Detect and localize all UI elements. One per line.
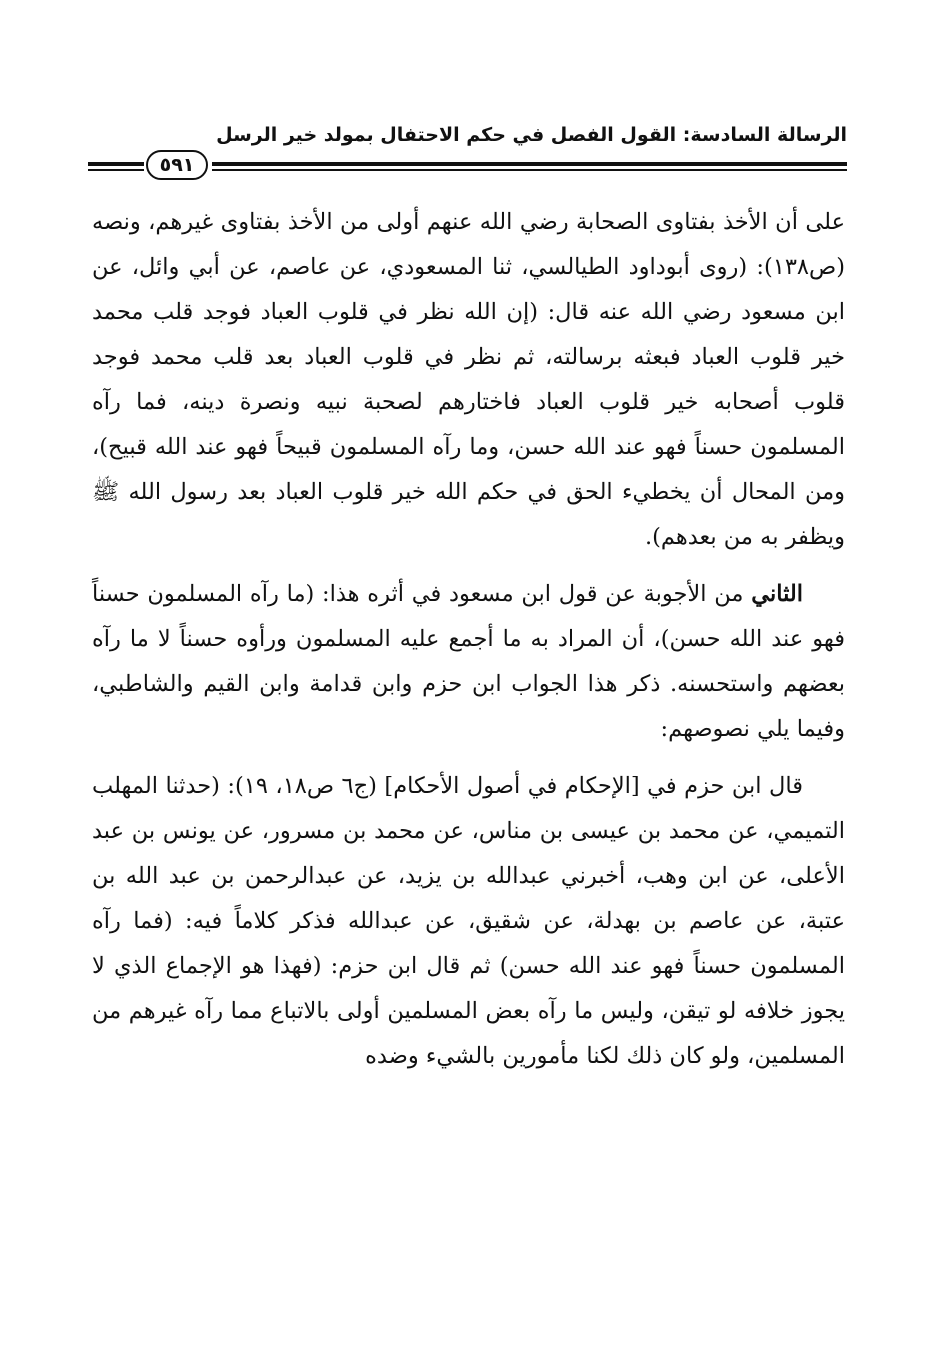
- paragraph-3-text: قال ابن حزم في [الإحكام في أصول الأحكام] (ج٦ ص١٨، ١٩): (حدثنا المهلب التميمي، عن محمد بن عيسى بن مناس، عن محمد بن مسرور، عن يونس بن عبد الأعلى، عن ابن وهب، أخبرني عبدالله بن يزيد، عن عبدالرحمن بن عبد الله بن عتبة، عن عاصم بن بهدلة، عن شقيق، عن عبدالله فذكر كلاماً فيه: (فما رآه المسلمون حسناً فهو عند الله حسن) ثم قال ابن حزم: (فهذا هو الإجماع الذي لا يجوز خلافه لو تيقن، وليس ما رآه بعض المسلمين أولى بالاتباع مما رآه غيرهم من المسلمين، ولو كان ذلك لكنا مأمورين بالشيء وضده: [92, 773, 845, 1069]
- page-number: ٥٩١: [146, 150, 208, 180]
- paragraph-1: [92, 200, 845, 560]
- running-title: الرسالة السادسة: القول الفصل في حكم الاحتفال بمولد خير الرسل: [216, 124, 847, 146]
- header-rule-left: [88, 162, 144, 166]
- paragraph-1-text: على أن الأخذ بفتاوى الصحابة رضي الله عنهم أولى من الأخذ بفتاوى غيرهم، ونصه (ص١٣٨): (روى أبوداود الطيالسي، ثنا المسعودي، عن عاصم، عن أبي وائل، عن ابن مسعود رضي الله عنه قال: (إن الله نظر في قلوب العباد فوجد قلب محمد خير قلوب العباد فبعثه برسالته، ثم نظر في قلوب العباد بعد قلب محمد فوجد قلوب أصحابه خير قلوب العباد فاختارهم لصحبة نبيه ونصرة دينه، فما رآه المسلمون حسناً فهو عند الله حسن، وما رآه المسلمون قبيحاً فهو عند الله قبيح)، ومن المحال أن يخطيء الحق في حكم الله خير قلوب العباد بعد رسول الله ﷺ ويظفر به من بعدهم).: [92, 209, 845, 550]
- header-rule: [88, 150, 847, 180]
- paragraph-2-text: من الأجوبة عن قول ابن مسعود في أثره هذا: (ما رآه المسلمون حسناً فهو عند الله حسن)، أن المراد به ما أجمع عليه المسلمون ورأوه حسناً لا ما رآه بعضهم واستحسنه. ذكر هذا الجواب ابن حزم وابن قدامة وابن القيم والشاطبي، وفيما يلي نصوصهم:: [92, 581, 845, 742]
- paragraph-2: [92, 572, 845, 752]
- paragraph-3: [92, 764, 845, 1079]
- header-rule-right: [212, 162, 847, 166]
- paragraph-2-lead: الثاني: [751, 581, 803, 607]
- body-text: [92, 200, 845, 1091]
